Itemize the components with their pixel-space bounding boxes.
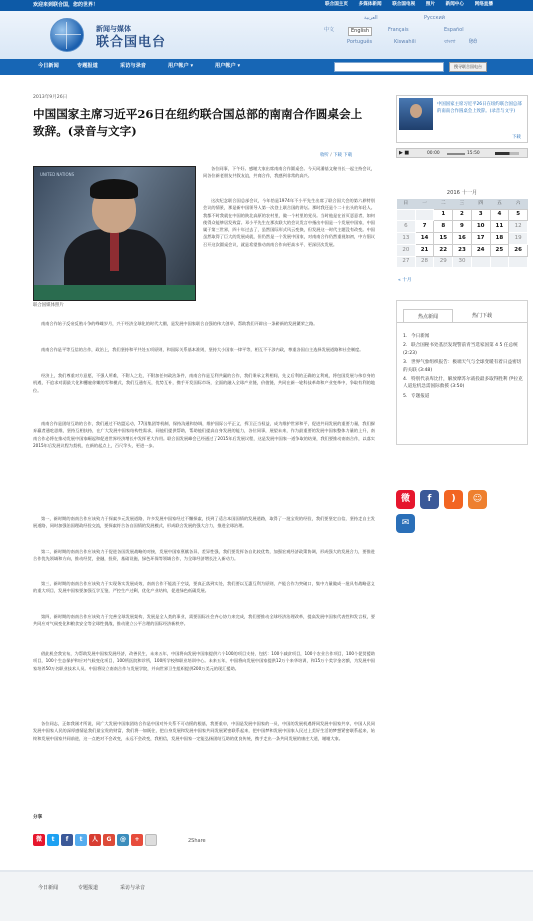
calendar-day: 29 [434, 256, 453, 268]
tencent-share-icon[interactable]: t [47, 834, 59, 846]
nav-user-account-2[interactable]: 用户帐户 ▾ [215, 63, 241, 69]
more-share-icon[interactable]: + [131, 834, 143, 846]
photo-caption: 联合国媒体照片 [33, 303, 64, 308]
calendar-empty [415, 209, 434, 221]
calendar-day[interactable]: 7 [415, 221, 434, 233]
calendar [396, 199, 528, 268]
weekday-header: 三 [453, 199, 472, 209]
play-pause-icon[interactable]: ▶ ■ [399, 150, 410, 156]
article-paragraph-8: 第二，新时期的南南合作应该致力于促进各国发展战略的对接，发展中国家禀赋各异，差异性强，我们要发挥各自比较优势，加强宏观经济政策协调，形成强大的发展合力，要推进合作优先领域和方向，推动经贸，金融，投资，基础设施，绿色环保等领域合作，为全球经济增长注入新动力。 [33, 549, 375, 562]
footer-link-interviews[interactable]: 采访与录音 [120, 885, 146, 891]
calendar-day[interactable]: 17 [471, 233, 490, 245]
article-date: 2013年9月26日 [33, 95, 68, 100]
list-item[interactable]: 1. 今日新闻 [403, 334, 430, 339]
top-link-un-tv[interactable]: 联合国电视 [392, 2, 416, 7]
lang-arabic[interactable]: العربية [364, 15, 378, 21]
site-header [0, 11, 533, 59]
lang-hindi[interactable]: हिंदी [469, 39, 477, 45]
calendar-day[interactable]: 11 [490, 221, 509, 233]
download-link[interactable]: 下载 [333, 153, 342, 158]
search-button[interactable]: 搜寻联合国电台 [449, 62, 487, 72]
article-photo [33, 166, 196, 301]
calendar-empty [490, 256, 509, 268]
email-icon[interactable]: ✉ [396, 514, 415, 533]
calendar-day: 13 [397, 233, 416, 245]
audio-player [396, 148, 528, 158]
google-plus-share-icon[interactable]: G [103, 834, 115, 846]
lang-portuguese[interactable]: Português [347, 39, 373, 45]
calendar-day: 12 [509, 221, 528, 233]
weibo-icon[interactable]: 微 [396, 490, 415, 509]
brand-subtitle: 新闻与媒体 [96, 25, 131, 33]
weekday-header: 一 [415, 199, 434, 209]
calendar-empty [509, 256, 528, 268]
tab-hot-downloads[interactable]: 热门下载 [471, 313, 492, 319]
calendar-day[interactable]: 26 [509, 244, 528, 256]
share-count-box [145, 834, 157, 846]
renren-share-icon[interactable]: 人 [89, 834, 101, 846]
lang-chinese[interactable]: 中文 [324, 27, 335, 33]
calendar-day: 20 [397, 244, 416, 256]
calendar-day: 19 [509, 233, 528, 245]
calendar-empty [471, 256, 490, 268]
article-paragraph-1: 各位同事，下午好。感谢大家出席南南合作圆桌会。今天同潘基文秘书长一起主持会议，同各位新老朋友共叙友谊，共商合作，我感到非常的高兴。 [203, 166, 375, 179]
video-description[interactable]: 中国国家主席习近平26日在纽约联合国总部的南南合作圆桌会上致辞。(录音与文字) [437, 102, 522, 114]
weekday-header: 四 [471, 199, 490, 209]
hot-news-list [403, 333, 525, 402]
facebook-icon[interactable]: f [420, 490, 439, 509]
video-thumbnail[interactable] [399, 98, 433, 130]
lang-kiswahili[interactable]: Kiswahili [394, 39, 416, 45]
listen-link[interactable]: 收听 [320, 153, 329, 158]
calendar-day[interactable]: 15 [434, 233, 453, 245]
site-footer [0, 872, 533, 921]
calendar-day[interactable]: 9 [453, 221, 472, 233]
top-link-un-home[interactable]: 联合国主页 [325, 2, 348, 7]
listen-download-row: 收听 / 下载 下载 [320, 153, 353, 158]
download-link-2[interactable]: 下载 [343, 153, 353, 158]
article-paragraph-12: 各位同志，正如我刚才所说，同广大发展中国家团结合作是中国对外关系不可动摇的根基，我要重申，中国是发展中国家的一员，中国的发展机遇将同发展中国家共享，中国人民同发展中国家人民的深厚感情是我们最宝贵的财富，我们将一如既往，把自身发展和发展中国家共同发展紧密联系起来，把中国梦和发展中国家人民过上美好生活的梦想紧密联系起来，始终和发展中国家共同前进，这一点绝对不会改变，永远不会改变，我相信，发展中国家一定能弘扬团结互助的优良传统，携手走出一条共同发展的康庄大道，谢谢大家。 [33, 721, 375, 741]
lang-french[interactable]: Français [388, 27, 409, 33]
email-share-icon[interactable]: @ [117, 834, 129, 846]
weibo-share-icon[interactable]: 微 [33, 834, 45, 846]
top-link-news-centre[interactable]: 新闻中心 [445, 2, 464, 7]
footer-link-today-news[interactable]: 今日新闻 [38, 885, 59, 891]
weekday-header: 六 [509, 199, 528, 209]
calendar-day[interactable]: 24 [471, 244, 490, 256]
calendar-day[interactable]: 3 [471, 209, 490, 221]
calendar-week [397, 244, 528, 256]
article-paragraph-6: 南南合作是团结互助的合作，我们通过不结盟运动，77国集团等机制，保持沟通和协调，维护国际公平正义，捍卫正当权益，成为维护世界和平，促进共同发展的重要力量，我们摒弃赢者通吃思维，坚持互相扶持，在广大发展中国家结构性需求，同他们提供帮助，帮助他们提高自身发展的能力，各位同事，展望未来，作为最重要的发展中国家整体力量的上升，南南合作必将在推动发展中国家崛起和促进世界经济增长中发挥更大作用。联合国发展峰会已经通过了2015年后发展议程，这是发展中国家一道争取的结果，我们要推动南南合作，以落实2015年后发展议程为契机，在新的起点上，百尺竿头，更进一步。 [33, 421, 375, 448]
calendar-week [397, 256, 528, 268]
calendar-day[interactable]: 1 [434, 209, 453, 221]
lang-english[interactable]: English [348, 27, 372, 36]
podcast-icon[interactable]: ☺ [468, 490, 487, 509]
total-time: 15:50 [467, 151, 480, 156]
progress-bar[interactable] [447, 153, 465, 155]
calendar-title: 2016 十一月 [446, 190, 478, 196]
facebook-share-icon[interactable]: f [61, 834, 73, 846]
article-paragraph-9: 第三，新时期的南南合作应该致力于实现务实发展成效，南南合作不能流于空谈，要真正落到实处，我们要以互惠互利为原则，产能合作为突破口，集中力量做成一批具有战略意义的重大项目，发展中国家要加强互学互鉴，严控生产过剩，优化产业结构，促进绿色低碳发展。 [33, 581, 375, 594]
top-link-multimedia[interactable]: 多媒体新闻 [358, 2, 382, 7]
list-item[interactable]: 3. 世界气象组织报告：极端天气与全球变暖有着日益密切的关联 (3:48) [403, 360, 522, 373]
hot-news-panel [396, 300, 528, 445]
elapsed-time: 00:00 [427, 151, 440, 156]
prev-month-link[interactable]: « 十月 [398, 278, 412, 283]
weekday-header: 日 [397, 199, 416, 209]
calendar-day[interactable]: 2 [453, 209, 472, 221]
article-paragraph-11: 借此机会我宣布，为帮助发展中国家发展经济，改善民生，未来五年，中国将向发展中国家提供六个100的项目支持，包括：100个减贫项目，100个农业合作项目，100个促贸援助项目，100个生态保护和应对气候变化项目，100所医院和诊所，100所学校和职业培训中心。未来五年，中国将向发展中国家提供12万个来华培训，和15万个奖学金名额，为发展中国家培养50万名职业技术人员。中国将设立南南合作与发展学院，并向世界卫生组织提供200万美元的现汇援助。 [33, 651, 375, 671]
article-paragraph-10: 第四，新时期的南南合作应该致力于完善全球发展架构，发展是全人类的事业，需要国际社会齐心协力来完成，我们要推动全球经济治理改革，提高发展中国家代表性和发言权，要共同应对气候变化和粮食安全等全球性挑战，推动建立公平合理的国际经济新秩序。 [33, 614, 375, 627]
list-item[interactable]: 4. 特别代表库比什，解放摩苏尔战役最多取得胜利 伊拉克人道危机急需国际救援 (3:50) [403, 377, 523, 390]
nav-today-news[interactable]: 今日新闻 [38, 63, 59, 69]
photo-background-text: UNITED NATIONS [40, 172, 75, 177]
video-download-link[interactable]: 下载 [512, 135, 521, 140]
calendar-day[interactable]: 10 [471, 221, 490, 233]
calendar-week [397, 221, 528, 233]
nav-interviews[interactable]: 采访与录音 [120, 63, 146, 69]
article-paragraph-7: 第一，新时期的南南合作应该致力于探索多元发展道路，许多发展中国家经过不懈探索，找到了适合本国国情的发展道路，取得了一批宝贵的经验，我们要坚定自信，坚持走自主发展道路，同时加强治国理政经验交流，要探索符合各自国情的发展模式，形成联合发展的强大合力，推进全球治理。 [33, 516, 375, 529]
calendar-day[interactable]: 22 [434, 244, 453, 256]
main-nav [0, 59, 533, 75]
welcome-text: 欢迎来到联合国，您的世界！ [33, 2, 99, 8]
rss-icon[interactable]: ) [444, 490, 463, 509]
volume-slider[interactable] [495, 152, 519, 155]
calendar-week [397, 209, 528, 221]
calendar-day[interactable]: 23 [453, 244, 472, 256]
share-label: 分享 [33, 815, 43, 820]
calendar-week [397, 233, 528, 245]
sidebar-video-card[interactable] [396, 95, 528, 143]
weekday-header: 五 [490, 199, 509, 209]
article-paragraph-4: 南南合作是平等互信的合作，政治上，我们坚持和平共处五项原则，和国际关系基本准则，坚持大小国家一律平等，相互不干涉内政，尊重各国自主选择发展道路和社会制度。 [41, 347, 364, 352]
lang-spanish[interactable]: Español [444, 27, 464, 33]
footer-link-features[interactable]: 专题报道 [78, 885, 99, 891]
calendar-day: 28 [415, 256, 434, 268]
article-paragraph-2: 这次纪念联合国总部会议，今年恰是1974年不小平先生出席了联合国大会的第六界特别会议的情景，那是新中国领导人第一次登上联合国的讲坛。那时我还是个二十出头的年轻人。我都不时我就在中国的陕北高原的农村里，做一个村里的党员。当时他是在首页恶意者，如何使得众能够居发致富。邓小平先生在那次联大的会议发言中指出中国是一个发展中国家，中国属于第三世界，四十年过去了，虽然国际形式风云变换，但发展这一时代主题没有改变。中国虽然取得了巨大的发展成就，但仍然是一个发展中国家，对南南合作仍然重视如初，中方倡议召开这次圆桌会议，就是希望推动南南合作向更高水平、更深层次发展。 [203, 198, 375, 247]
social-follow-icons [396, 490, 528, 540]
top-strip [0, 0, 533, 11]
article-title: 中国国家主席习近平26日在纽约联合国总部的南南合作圆桌会上致辞。(录音与文字) [33, 107, 363, 139]
calendar-day[interactable]: 5 [509, 209, 528, 221]
calendar-day[interactable]: 21 [415, 244, 434, 256]
weekday-header: 二 [434, 199, 453, 209]
article-paragraph-5: 经济上，我们尊重对方意愿，不强人所难，不附人之危，不附加任何政治条件，南南合作是互利共赢的合作，我们秉承义利相间，先义后利的正确的义利观，将包国发展与伟存身的机遇，不追求对弱最大化和攫雇你嫩的零和模式，我们互通有无，优势互补，携手开发国际市场，全面的融入全球产业链，价值链，共同在新一轮科技革命和产业变革中，争取有利的地位。 [33, 373, 375, 393]
language-selector [304, 15, 504, 51]
nav-features[interactable]: 专题报道 [77, 63, 98, 69]
article-paragraph-3: 南南合作始于反帝反殖斗争的峥嵘岁月，兴于经济全球化的时代大潮，是发展中国家联合自强的伟大创举，帮助我们开辟出一条崭新的发展繁荣之路。 [41, 321, 318, 326]
list-item[interactable]: 2. 联合国秘书处基层发现警前青当选家国第 4 5 任总统 (2:23) [403, 343, 518, 356]
calendar-day[interactable]: 16 [453, 233, 472, 245]
calendar-empty [397, 209, 416, 221]
top-links [316, 2, 493, 8]
top-link-webcast[interactable]: 网络直播 [474, 2, 493, 7]
top-link-photos[interactable]: 照片 [425, 2, 435, 7]
calendar-day: 27 [397, 256, 416, 268]
tab-hot-news[interactable]: 热点新闻 [403, 309, 453, 323]
lang-russian[interactable]: Русский [424, 15, 445, 21]
list-item[interactable]: 5. 专题报道 [403, 393, 430, 399]
calendar-day: 30 [453, 256, 472, 268]
nav-user-account-1[interactable]: 用户帐户 ▾ [168, 63, 194, 69]
calendar-day[interactable]: 4 [490, 209, 509, 221]
search-input[interactable] [334, 62, 444, 72]
un-logo-icon[interactable] [50, 18, 84, 52]
lang-bengali[interactable]: বাংলা [444, 39, 456, 45]
brand-title[interactable]: 联合国电台 [96, 35, 167, 50]
calendar-day: 6 [397, 221, 416, 233]
share-count-label[interactable]: 2Share [188, 838, 206, 844]
calendar-day[interactable]: 14 [415, 233, 434, 245]
calendar-day[interactable]: 8 [434, 221, 453, 233]
calendar-day[interactable]: 18 [490, 233, 509, 245]
calendar-day[interactable]: 25 [490, 244, 509, 256]
twitter-share-icon[interactable]: t [75, 834, 87, 846]
